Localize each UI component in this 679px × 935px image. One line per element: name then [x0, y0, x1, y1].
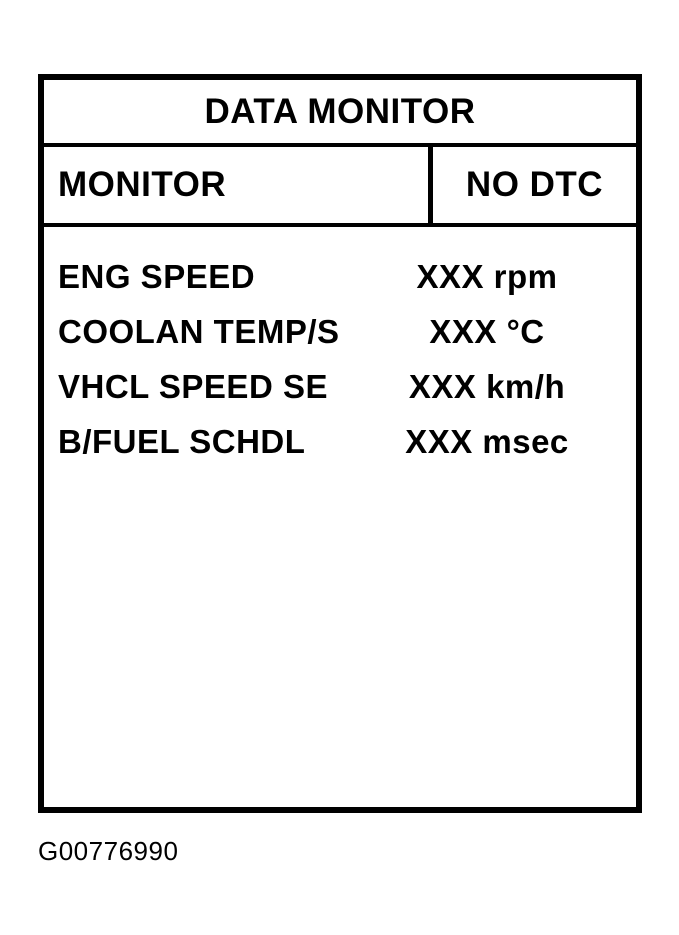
parameter-name: COOLAN TEMP/S	[58, 312, 340, 350]
parameter-value: XXX rpm	[416, 257, 558, 295]
display-title: DATA MONITOR	[204, 91, 476, 131]
parameter-value: XXX °C	[429, 312, 545, 350]
dtc-status-label: NO DTC	[465, 165, 604, 204]
display-header-row	[44, 147, 636, 227]
parameter-row-vehicle-speed	[44, 359, 636, 414]
parameter-list	[44, 227, 636, 469]
monitor-mode-label: MONITOR	[58, 165, 227, 204]
parameter-value: XXX km/h	[408, 367, 566, 405]
figure-id-caption: G00776990	[38, 836, 179, 866]
parameter-row-coolant-temp	[44, 304, 636, 359]
parameter-row-eng-speed	[44, 249, 636, 304]
parameter-value: XXX msec	[405, 422, 569, 460]
parameter-name: ENG SPEED	[58, 257, 256, 295]
scan-tool-display	[38, 74, 642, 813]
parameter-name: VHCL SPEED SE	[58, 367, 328, 405]
parameter-row-base-fuel-schedule	[44, 414, 636, 469]
display-title-bar	[44, 80, 636, 147]
parameter-name: B/FUEL SCHDL	[58, 422, 306, 460]
